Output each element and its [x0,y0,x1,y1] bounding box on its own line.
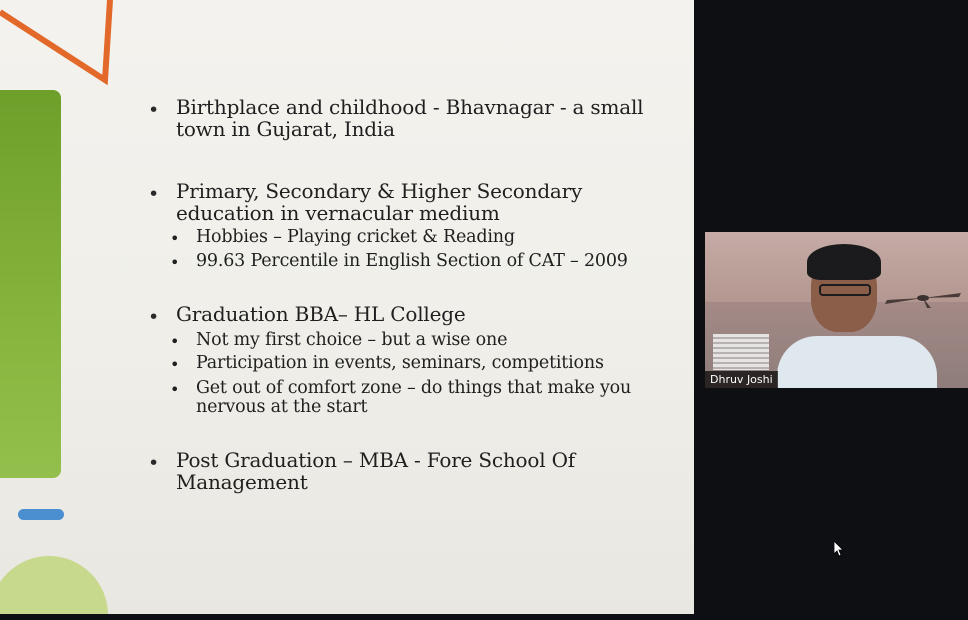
sub-bullet-hobbies: • Hobbies – Playing cricket & Reading [170,227,515,248]
green-bar-decoration [0,90,61,478]
bullet-education: • Primary, Secondary & Higher Secondary education in vernacular medium [148,179,583,225]
bullet-list [148,96,678,493]
blue-dash-decoration [18,509,64,520]
sub-bullet-cat: • 99.63 Percentile in English Section of CAT – 2009 [170,251,628,272]
participant-shirt [777,336,937,388]
sub-bullet-choice: • Not my first choice – but a wise one [170,330,508,351]
ceiling-fan-icon [883,290,963,310]
glasses [819,284,871,296]
green-circle-decoration [0,556,108,614]
participant-name-label: Dhruv Joshi [705,371,778,388]
orange-triangle-decoration [0,0,120,90]
bullet-birthplace: • Birthplace and childhood - Bhavnagar - a small town in Gujarat, India [148,95,644,141]
bullet-post-graduation: • Post Graduation – MBA - Fore School Of Management [148,448,575,494]
participant-video-tile[interactable] [705,232,968,388]
bullet-graduation: • Graduation BBA– HL College [148,302,466,328]
sub-bullet-comfort-zone: • Get out of comfort zone – do things that make you nervous at the start [170,378,632,417]
mouse-cursor-icon [834,541,844,557]
window-blind [713,334,769,370]
sub-bullet-participation: • Participation in events, seminars, competitions [170,353,604,374]
